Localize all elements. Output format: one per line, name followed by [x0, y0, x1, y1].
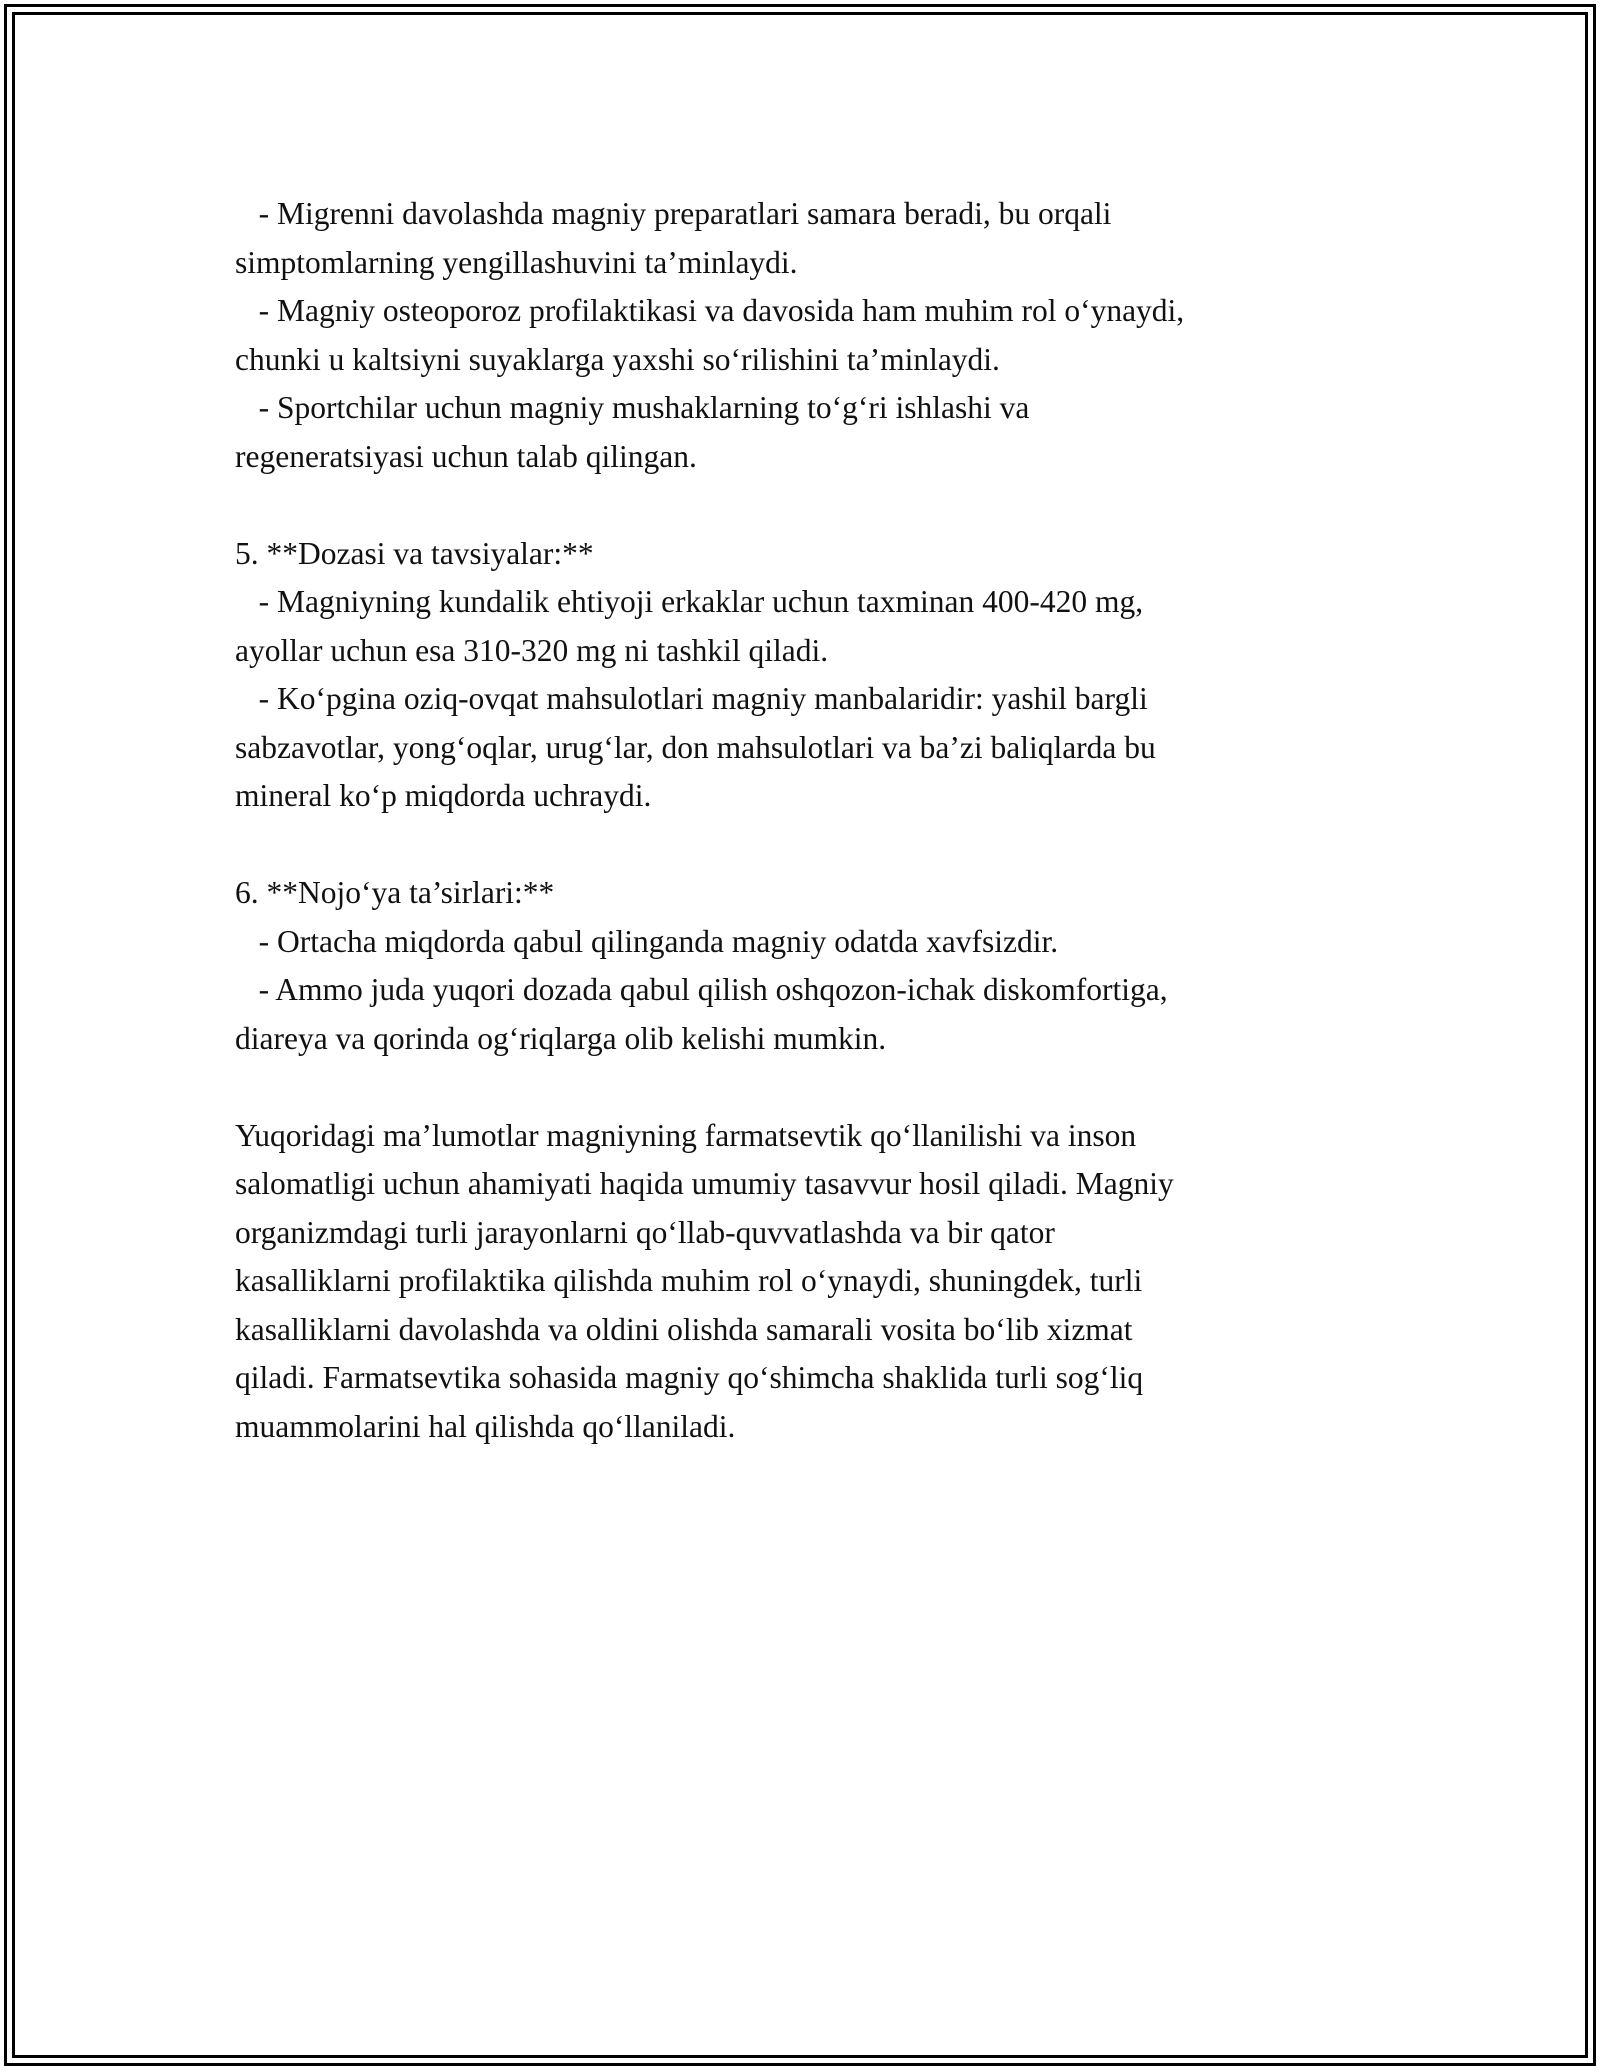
text-line: regeneratsiyasi uchun talab qilingan. [235, 438, 697, 474]
text-line: diareya va qorinda og‘riqlarga olib kelishi mumkin. [235, 1020, 887, 1056]
blank-line [235, 821, 1365, 870]
text-line: kasalliklarni profilaktika qilishda muhim rol o‘ynaydi, shuningdek, turli [235, 1263, 1143, 1298]
text-line: organizmdagi turli jarayonlarni qo‘llab-quvvatlashda va bir qator [235, 1214, 1055, 1250]
text-line: - Ortacha miqdorda qabul qilinganda magniy odatda xavfsizdir. [235, 923, 1059, 959]
text-line: chunki u kaltsiyni suyaklarga yaxshi so‘rilishini ta’minlaydi. [235, 341, 1000, 377]
text-line: salomatligi uchun ahamiyati haqida umumiy tasavvur hosil qiladi. Magniy [235, 1166, 1174, 1201]
text-line: - Sportchilar uchun magniy mushaklarning to‘g‘ri ishlashi va [235, 390, 1030, 425]
text-line: mineral ko‘p miqdorda uchraydi. [235, 778, 652, 813]
text-line: ayollar uchun esa 310-320 mg ni tashkil qiladi. [235, 632, 829, 668]
text-line: sabzavotlar, yong‘oqlar, urug‘lar, don mahsulotlari va ba’zi baliqlarda bu [235, 729, 1156, 765]
text-line: - Migrenni davolashda magniy preparatlari samara beradi, bu orqali [235, 196, 1112, 231]
section-heading: 6. **Nojo‘ya ta’sirlari:** [235, 875, 555, 910]
text-line: simptomlarning yengillashuvini ta’minlaydi. [235, 244, 798, 280]
text-line: kasalliklarni davolashda va oldini olishda samarali vosita bo‘lib xizmat [235, 1311, 1133, 1347]
document-body [235, 190, 1365, 1451]
text-line: muammolarini hal qilishda qo‘llaniladi. [235, 1408, 736, 1444]
text-line: qiladi. Farmatsevtika sohasida magniy qo‘shimcha shaklida turli sog‘liq [235, 1360, 1144, 1395]
text-line: - Magniy osteoporoz profilaktikasi va davosida ham muhim rol o‘ynaydi, [235, 293, 1185, 328]
text-line: Yuqoridagi ma’lumotlar magniyning farmatsevtik qo‘llanilishi va inson [235, 1117, 1137, 1153]
blank-line [235, 1063, 1365, 1112]
text-line: - Ammo juda yuqori dozada qabul qilish oshqozon-ichak diskomfortiga, [235, 972, 1168, 1007]
section-heading: 5. **Dozasi va tavsiyalar:** [235, 535, 594, 571]
blank-line [235, 481, 1365, 530]
text-line: - Ko‘pgina oziq-ovqat mahsulotlari magniy manbalaridir: yashil bargli [235, 681, 1148, 716]
text-line: - Magniyning kundalik ehtiyoji erkaklar uchun taxminan 400-420 mg, [235, 584, 1144, 619]
